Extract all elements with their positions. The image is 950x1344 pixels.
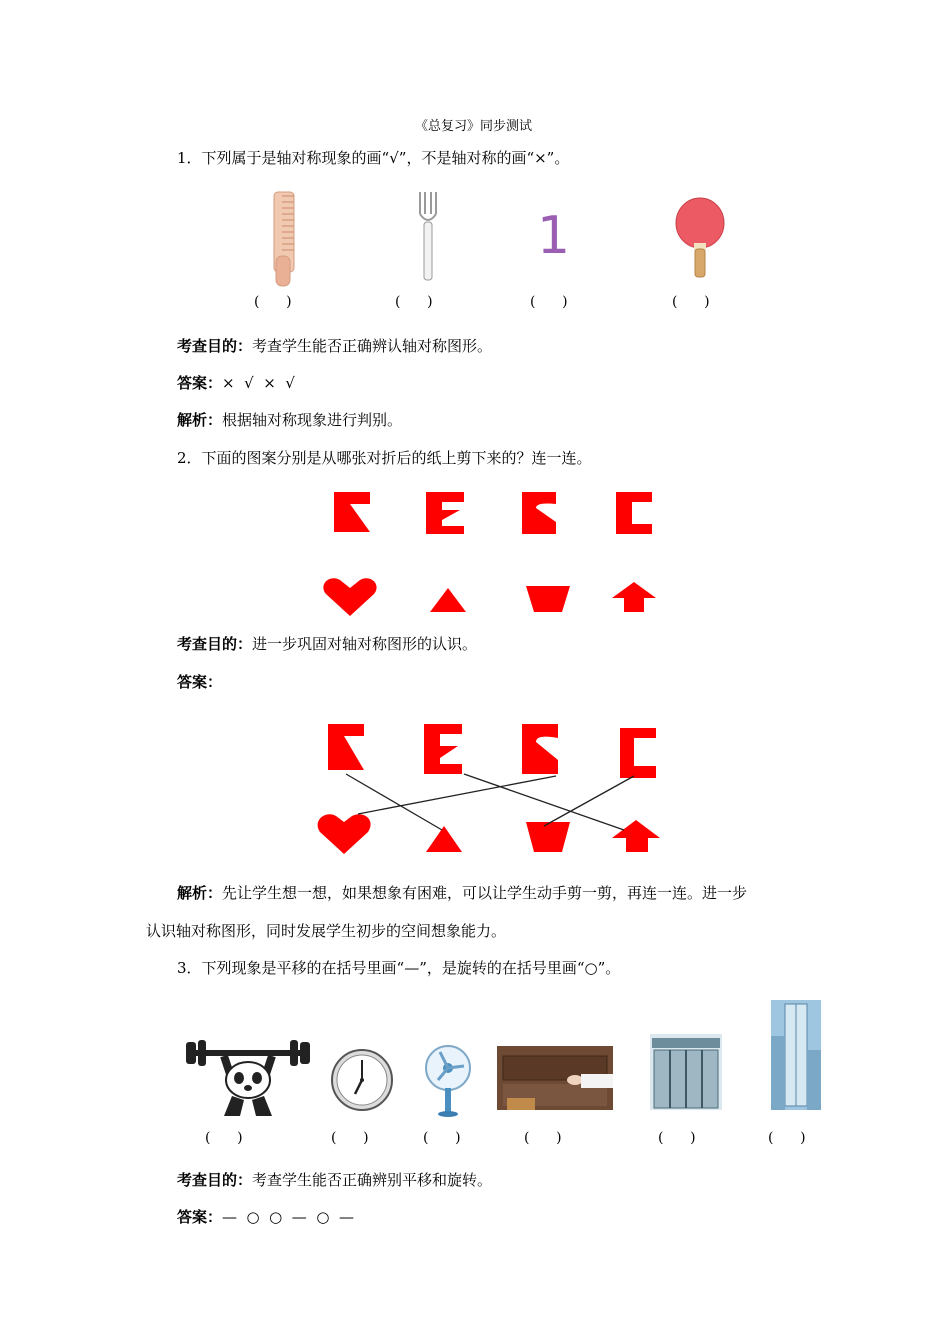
paper-shape-2 — [424, 724, 462, 774]
analysis-label: 解析： — [177, 411, 223, 429]
fork-icon — [415, 190, 441, 286]
purpose-label: 考查目的： — [177, 337, 253, 355]
digit-one-icon: 1 — [537, 206, 571, 266]
answer-label: 答案： — [177, 374, 223, 392]
analysis-line-1 — [177, 410, 402, 430]
ping-pong-paddle-icon — [673, 197, 727, 279]
analysis-line-2b: 认识轴对称图形，同时发展学生初步的空间想象能力。 — [146, 922, 507, 940]
paper-shape-1 — [328, 724, 364, 770]
arrow-shape — [612, 582, 656, 612]
purpose-line-1 — [177, 336, 492, 356]
arrow-shape — [612, 820, 660, 852]
answer-paren[interactable]: ( ) — [423, 1130, 461, 1146]
answer-label: 答案： — [177, 673, 223, 691]
matching-lines — [346, 774, 634, 830]
weightlifting-panda-icon — [184, 1040, 312, 1120]
electric-fan-icon — [420, 1044, 476, 1118]
purpose-text: 考查学生能否正确辨认轴对称图形。 — [252, 337, 493, 355]
purpose-line-2 — [177, 634, 477, 654]
folded-paper-shapes — [330, 486, 670, 542]
answer-paren[interactable]: ( ) — [672, 294, 710, 310]
heart-shape — [323, 578, 376, 616]
answer-text: × √ × √ — [222, 374, 295, 392]
purpose-text: 考查学生能否正确辨别平移和旋转。 — [252, 1171, 493, 1189]
answer-paren[interactable]: ( ) — [395, 294, 433, 310]
glass-elevator-icon — [771, 1000, 821, 1110]
purpose-text: 进一步巩固对轴对称图形的认识。 — [252, 635, 478, 653]
drawer-icon — [497, 1046, 613, 1110]
answer-line-1 — [177, 373, 295, 393]
question-2-text: 2．下面的图案分别是从哪张对折后的纸上剪下来的？连一连。 — [177, 449, 592, 467]
question-1-text: 1．下列属于是轴对称现象的画“√”，不是轴对称的画“×”。 — [177, 149, 570, 167]
answer-paren[interactable]: ( ) — [205, 1130, 243, 1146]
purpose-line-3 — [177, 1170, 492, 1190]
comb-icon — [270, 190, 300, 290]
paper-shape-2 — [426, 492, 464, 534]
answer-paren[interactable]: ( ) — [658, 1130, 696, 1146]
analysis-text: 先让学生想一想，如果想象有困难，可以让学生动手剪一剪，再连一连。进一步 — [222, 884, 748, 902]
answer-line-3 — [177, 1207, 354, 1227]
analysis-text: 根据轴对称现象进行判别。 — [222, 411, 403, 429]
page-title: 《总复习》同步测试 — [415, 119, 533, 134]
answer-text: — ○ ○ — ○ — — [222, 1208, 354, 1226]
answer-paren[interactable]: ( ) — [768, 1130, 806, 1146]
triangle-shape — [430, 588, 466, 612]
answer-matching-diagram — [314, 718, 664, 860]
answer-paren[interactable]: ( ) — [530, 294, 568, 310]
purpose-label: 考查目的： — [177, 635, 253, 653]
revolving-door-icon — [650, 1034, 722, 1110]
question-3-text: 3．下列现象是平移的在括号里画“—”，是旋转的在括号里画“○”。 — [177, 959, 621, 977]
analysis-line-2a — [177, 883, 747, 903]
answer-paren[interactable]: ( ) — [331, 1130, 369, 1146]
paper-shape-4 — [620, 728, 656, 778]
paper-shape-4 — [616, 492, 652, 534]
purpose-label: 考查目的： — [177, 1171, 253, 1189]
answer-label: 答案： — [177, 1208, 223, 1226]
heart-shape — [318, 814, 371, 854]
paper-shape-3 — [522, 492, 556, 534]
answer-paren[interactable]: ( ) — [524, 1130, 562, 1146]
cutout-shapes — [320, 576, 670, 620]
trapezoid-shape — [526, 822, 570, 852]
analysis-label: 解析： — [177, 884, 223, 902]
trapezoid-shape — [526, 586, 570, 612]
paper-shape-1 — [334, 492, 370, 532]
paper-shape-3 — [522, 724, 558, 774]
answer-paren[interactable]: ( ) — [254, 294, 292, 310]
triangle-shape — [426, 826, 462, 852]
clock-icon — [329, 1048, 395, 1112]
